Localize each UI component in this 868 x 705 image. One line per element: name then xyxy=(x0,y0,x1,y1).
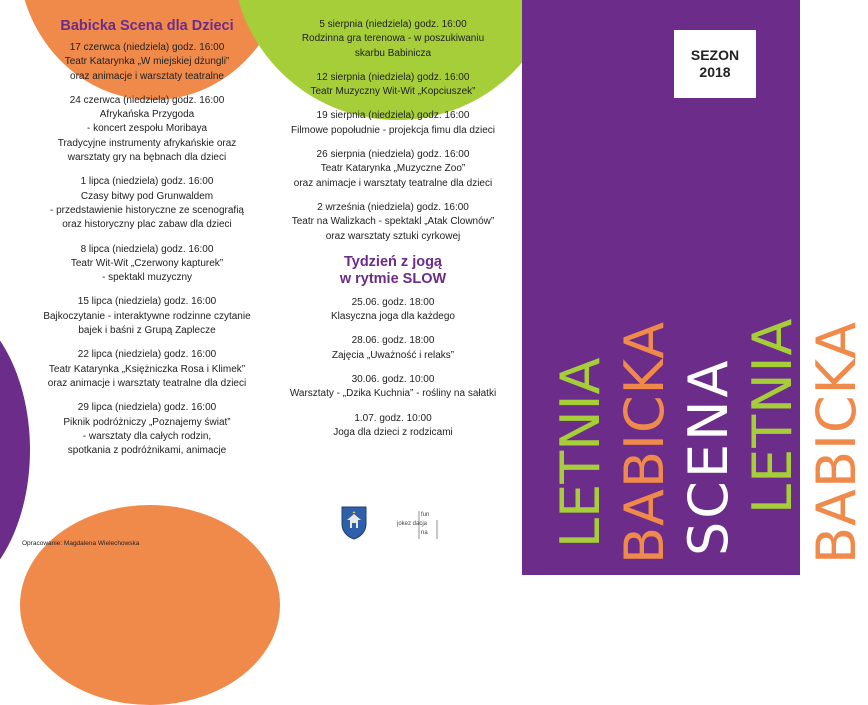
event-item xyxy=(268,18,518,61)
season-year: 2018 xyxy=(699,64,731,80)
event-item xyxy=(22,401,272,458)
event-item xyxy=(268,201,518,244)
event-description-line: warsztaty gry na bębnach dla dzieci xyxy=(67,152,227,164)
event-description-line: Zajęcia „Uważność i relaks” xyxy=(331,349,455,361)
event-description-line: oraz animacje i warsztaty teatralne dla dzieci xyxy=(293,177,493,189)
coat-of-arms-icon xyxy=(341,506,367,540)
vertical-title-word: LETNIA xyxy=(741,317,804,514)
event-description-line: Bajkoczytanie - interaktywne rodzinne czytanie xyxy=(43,310,251,322)
event-description-line: Teatr Muzyczny Wit-Wit „Kopciuszek” xyxy=(310,86,476,98)
left-schedule-column xyxy=(22,18,272,468)
yoga-heading-line: Tydzień z jogą xyxy=(343,253,443,270)
event-description-line: Afrykańska Przygoda xyxy=(99,109,195,121)
event-description-line: Tradycyjne instrumenty afrykańskie oraz xyxy=(57,137,237,149)
yoga-section-heading xyxy=(268,254,518,288)
event-item xyxy=(22,348,272,391)
event-date: 15 lipca (niedziela) godz. 16:00 xyxy=(77,296,217,308)
event-description-line: Teatr na Walizkach - spektakl „Atak Clownów” xyxy=(291,216,495,228)
event-description-line: oraz animacje i warsztaty teatralne dla dzieci xyxy=(47,377,247,389)
foundation-text: jokez dacja xyxy=(397,521,428,527)
season-label: SEZON xyxy=(690,47,740,63)
event-date: 29 lipca (niedziela) godz. 16:00 xyxy=(77,402,217,414)
event-description-line: Warsztaty - „Dzika Kuchnia” - rośliny na sałatki xyxy=(289,388,497,400)
section-heading: Babicka Scena dla Dzieci xyxy=(60,18,234,34)
vertical-title-word: SCENA xyxy=(677,357,740,556)
event-description-line: Czasy bitwy pod Grunwaldem xyxy=(80,190,214,202)
event-date: 24 czerwca (niedziela) godz. 16:00 xyxy=(69,94,225,106)
credit-text: Opracowanie: Magdalena Wielechowska xyxy=(22,540,140,547)
event-item xyxy=(22,41,272,84)
event-item xyxy=(268,109,518,138)
event-item xyxy=(268,296,518,325)
foundation-text: na xyxy=(421,530,428,536)
event-item xyxy=(268,373,518,402)
event-date: 30.06. godz. 10:00 xyxy=(351,374,435,386)
event-date: 28.06. godz. 18:00 xyxy=(351,335,435,347)
season-badge xyxy=(674,30,756,98)
event-description-line: spotkania z podróżnikami, animacje xyxy=(67,445,227,457)
event-item xyxy=(22,175,272,232)
event-description-line: bajek i baśni z Grupą Zaplecze xyxy=(78,325,216,337)
event-item xyxy=(22,295,272,338)
event-date: 8 lipca (niedziela) godz. 16:00 xyxy=(80,243,214,255)
event-item xyxy=(22,94,272,165)
yoga-event-list xyxy=(268,296,518,440)
event-date: 1 lipca (niedziela) godz. 16:00 xyxy=(80,176,214,188)
event-list xyxy=(268,18,518,244)
event-description-line: oraz historyczny plac zabaw dla dzieci xyxy=(62,219,232,231)
event-description-line: - spektakl muzyczny xyxy=(101,272,193,284)
event-date: 1.07. godz. 10:00 xyxy=(354,412,432,424)
event-date: 25.06. godz. 18:00 xyxy=(351,296,435,308)
vertical-title-word: BABICKA xyxy=(613,320,676,564)
event-description-line: oraz animacje i warsztaty teatralne xyxy=(70,70,224,82)
event-item xyxy=(268,148,518,191)
season-title-panel xyxy=(522,0,868,575)
event-item xyxy=(268,412,518,441)
event-item xyxy=(268,71,518,100)
event-date: 26 sierpnia (niedziela) godz. 16:00 xyxy=(316,149,470,161)
orange-bottom-circle-decoration xyxy=(20,505,280,705)
event-description-line: Filmowe popołudnie - projekcja fimu dla dzieci xyxy=(291,124,495,136)
event-description-line: Teatr Katarynka „W miejskiej dżungli” xyxy=(64,56,230,68)
event-description-line: - przedstawienie historyczne ze scenografią xyxy=(50,204,244,216)
event-description-line: - koncert zespołu Moribaya xyxy=(86,123,208,135)
event-description-line: Piknik podróżniczy „Poznajemy świat” xyxy=(63,416,231,428)
event-item xyxy=(268,334,518,363)
event-description-line: Teatr Katarynka „Muzyczne Zoo” xyxy=(320,163,466,175)
foundation-logo xyxy=(397,510,455,540)
foundation-text: fun xyxy=(421,512,430,518)
event-description-line: Teatr Wit-Wit „Czerwony kapturek” xyxy=(70,257,224,269)
event-date: 22 lipca (niedziela) godz. 16:00 xyxy=(77,349,217,361)
event-description-line: Klasyczna joga dla każdego xyxy=(331,311,455,323)
event-description-line: - warsztaty dla całych rodzin, xyxy=(82,430,212,442)
event-description-line: Joga dla dzieci z rodzicami xyxy=(333,426,453,438)
event-description-line: skarbu Babinicza xyxy=(354,47,432,59)
event-description-line: oraz warsztaty sztuki cyrkowej xyxy=(325,230,461,242)
event-list xyxy=(22,41,272,458)
vertical-title-word: BABICKA xyxy=(805,320,868,564)
event-date: 17 czerwca (niedziela) godz. 16:00 xyxy=(69,42,225,53)
yoga-heading-line: w rytmie SLOW xyxy=(339,270,447,287)
event-description-line: Rodzinna gra terenowa - w poszukiwaniu xyxy=(301,33,485,45)
vertical-title-word: LETNIA xyxy=(549,357,612,548)
event-date: 19 sierpnia (niedziela) godz. 16:00 xyxy=(316,110,470,122)
event-date: 5 sierpnia (niedziela) godz. 16:00 xyxy=(319,19,467,30)
event-date: 12 sierpnia (niedziela) godz. 16:00 xyxy=(316,71,470,83)
event-description-line: Teatr Katarynka „Księżniczka Rosa i Klimek” xyxy=(48,363,246,375)
event-date: 2 września (niedziela) godz. 16:00 xyxy=(317,201,469,213)
middle-schedule-column xyxy=(268,18,518,450)
event-item xyxy=(22,243,272,286)
